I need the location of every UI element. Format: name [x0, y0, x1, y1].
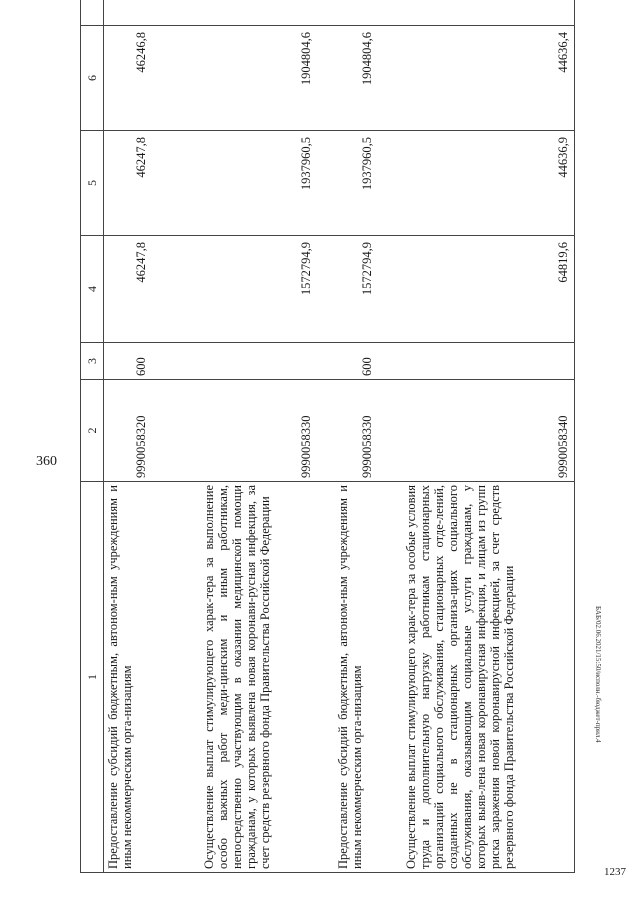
column-header: 1	[81, 482, 104, 873]
row-value: 64819,6	[400, 236, 575, 343]
row-code: 9990058330	[332, 380, 400, 482]
column-header: 4	[81, 236, 104, 343]
column-header: 6	[81, 26, 104, 131]
row-label: Предоставление субсидий бюджетным, автоном-ным учреждениям и иным некоммерческим орга-низациям	[104, 482, 198, 873]
row-label: Осуществление выплат стимулирующего харак-тера за особые условия труда и дополнительную нагрузку работникам стационарных организаций социального обслуживания, стационарных отде-лений, созданных не в стационарных организа-циях социального обслуживания, оказывающим социальные услуги гражданам, у которых выяв-лена новая коронавирусная инфекция, и лицам из групп риска заражения новой коронавирусной инфекцией, за счет средств резервного фонда Правительства Российской Федерации	[400, 482, 575, 873]
table-row	[332, 0, 400, 873]
row-value: 1937960,5	[198, 131, 332, 236]
column-header: 3	[81, 343, 104, 380]
budget-table	[80, 0, 575, 873]
row-label: Осуществление выплат стимулирующего харак-тера за выполнение особо важных работ меди-цинским и иным работникам, непосредственно участвующим в оказании медицинской помощи гражданам, у которых выявлена новая коронави-русная инфекция, за счет средств резервного фонда Правительства Российской Федерации	[198, 482, 332, 873]
row-value: 44636,4	[400, 26, 575, 131]
table-row	[198, 0, 332, 873]
row-vr	[198, 343, 332, 380]
row-vr	[400, 343, 575, 380]
row-value: 1904804,6	[198, 26, 332, 131]
column-number-row	[81, 0, 104, 873]
row-value	[332, 0, 400, 26]
row-value	[198, 0, 332, 26]
row-value	[400, 0, 575, 26]
column-header: 5	[81, 131, 104, 236]
row-value	[104, 0, 198, 26]
table-row	[104, 0, 198, 873]
row-value: 46247,8	[104, 236, 198, 343]
row-value: 1572794,9	[332, 236, 400, 343]
row-vr: 600	[104, 343, 198, 380]
page-number: 360	[36, 454, 57, 469]
budget-table-container	[80, 32, 570, 873]
column-header	[81, 0, 104, 26]
sheet-number: 1237	[604, 866, 626, 878]
document-code: БАБ/02.06.2021/15:50/исполн.-бюджет-прил.4	[594, 606, 602, 743]
row-value: 46246,8	[104, 26, 198, 131]
column-header: 2	[81, 380, 104, 482]
row-code: 9990058340	[400, 380, 575, 482]
row-code: 9990058330	[198, 380, 332, 482]
table-row	[400, 0, 575, 873]
row-value: 1937960,5	[332, 131, 400, 236]
row-code: 9990058320	[104, 380, 198, 482]
row-value: 44636,9	[400, 131, 575, 236]
row-value: 46247,8	[104, 131, 198, 236]
row-value: 1572794,9	[198, 236, 332, 343]
row-vr: 600	[332, 343, 400, 380]
row-label: Предоставление субсидий бюджетным, автоном-ным учреждениям и иным некоммерческим орга-низациям	[332, 482, 400, 873]
row-value: 1904804,6	[332, 26, 400, 131]
